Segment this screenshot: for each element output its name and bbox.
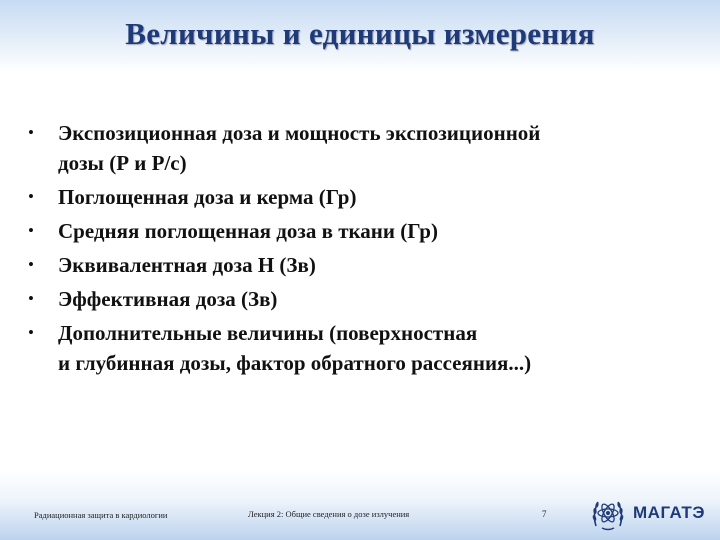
bullet-item	[26, 250, 686, 280]
bullet-line: Экспозиционная доза и мощность экспозиционной	[58, 121, 541, 145]
bullet-line: Средняя поглощенная доза в ткани (Гр)	[58, 219, 438, 243]
bullet-item	[26, 284, 686, 314]
bullet-item	[26, 182, 686, 212]
bullet-line: Дополнительные величины (поверхностная	[58, 321, 478, 345]
bullet-marker: •	[28, 187, 34, 206]
bullet-line: и глубинная дозы, фактор обратного рассеяния...)	[58, 351, 532, 375]
bullet-item	[26, 318, 686, 378]
footer-lecture-title: Лекция 2: Общие сведения о дозе излучения	[248, 509, 410, 519]
bullet-marker: •	[28, 289, 34, 308]
footer-course-title: Радиационная защита в кардиологии	[34, 510, 168, 520]
bullet-line: Эффективная доза (Зв)	[58, 287, 278, 311]
bullet-item	[26, 118, 686, 178]
bullet-marker: •	[28, 123, 34, 142]
bullet-marker: •	[28, 255, 34, 274]
bullet-line: Эквивалентная доза Н (Зв)	[58, 253, 316, 277]
bullet-item	[26, 216, 686, 246]
bullet-marker: •	[28, 221, 34, 240]
bullet-marker: •	[28, 323, 34, 342]
bullet-line: дозы (Р и Р/с)	[58, 151, 187, 175]
slide-title: Величины и единицы измерения	[125, 16, 595, 51]
bullet-line: Поглощенная доза и керма (Гр)	[58, 185, 357, 209]
bullet-list	[26, 118, 686, 382]
org-name: МАГАТЭ	[633, 503, 705, 522]
page-number: 7	[542, 509, 547, 519]
iaea-atom-olive-logo-icon	[590, 492, 626, 532]
